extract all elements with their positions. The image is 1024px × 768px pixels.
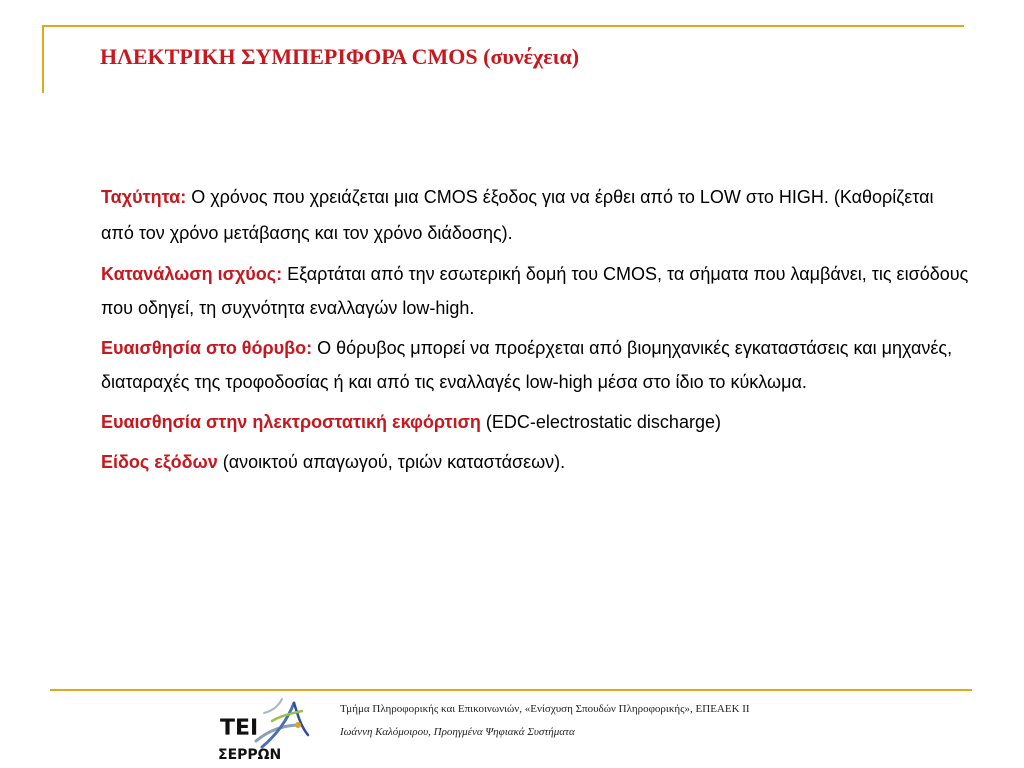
term-esd: Ευαισθησία στην ηλεκτροστατική εκφόρτιση [101, 412, 481, 432]
frame-top-rule [42, 25, 964, 27]
footer-author-text: Ιωάννη Καλόμοιρου, Προηγμένα Ψηφιακά Συστήματα [340, 726, 575, 738]
bullet-outputs [101, 445, 971, 479]
slide-body [101, 179, 971, 485]
text-esd: (EDC-electrostatic discharge) [480, 412, 721, 432]
bullet-noise [101, 331, 971, 399]
term-power: Κατανάλωση ισχύος: [101, 264, 283, 284]
logo-serron-text: ΣΕΡΡΩΝ [218, 747, 282, 763]
text-power: Εξαρτάται από την εσωτερική δομή του CMOS, τα σήματα που λαμβάνει, τις εισόδους που οδηγεί, τη συχνότητα εναλλαγών low-high. [101, 264, 969, 318]
text-speed: Ο χρόνος που χρειάζεται μια CMOS έξοδος για να έρθει από το LOW στο HIGH. (Καθορίζεται από τον χρόνο μετάβασης και τον χρόνο διάδοσης). [101, 187, 934, 243]
frame-left-rule [42, 25, 44, 93]
footer-department-text: Τμήμα Πληροφορικής και Επικοινωνιών, «Ενίσχυση Σπουδών Πληροφορικής», ΕΠΕΑΕΚ ΙΙ [340, 703, 750, 715]
bullet-esd [101, 405, 971, 439]
logo-tei-text: ΤΕΙ [220, 716, 259, 741]
bullet-speed [101, 179, 971, 251]
slide-title: ΗΛΕΚΤΡΙΚΗ ΣΥΜΠΕΡΙΦΟΡΑ CMOS (συνέχεια) [100, 44, 580, 69]
text-outputs: (ανοικτού απαγωγού, τριών καταστάσεων). [217, 452, 566, 472]
term-outputs: Είδος εξόδων [101, 452, 218, 472]
tei-serron-logo [212, 691, 324, 765]
term-noise: Ευαισθησία στο θόρυβο: [101, 338, 313, 358]
text-noise: Ο θόρυβος μπορεί να προέρχεται από βιομηχανικές εγκαταστάσεις και μηχανές, διαταραχές της τροφοδοσίας ή και από τις εναλλαγές low-high μέσα στο ίδιο το κύκλωμα. [101, 338, 953, 392]
term-speed: Ταχύτητα: [101, 187, 187, 207]
footer-rule [50, 689, 972, 691]
bullet-power [101, 257, 971, 325]
